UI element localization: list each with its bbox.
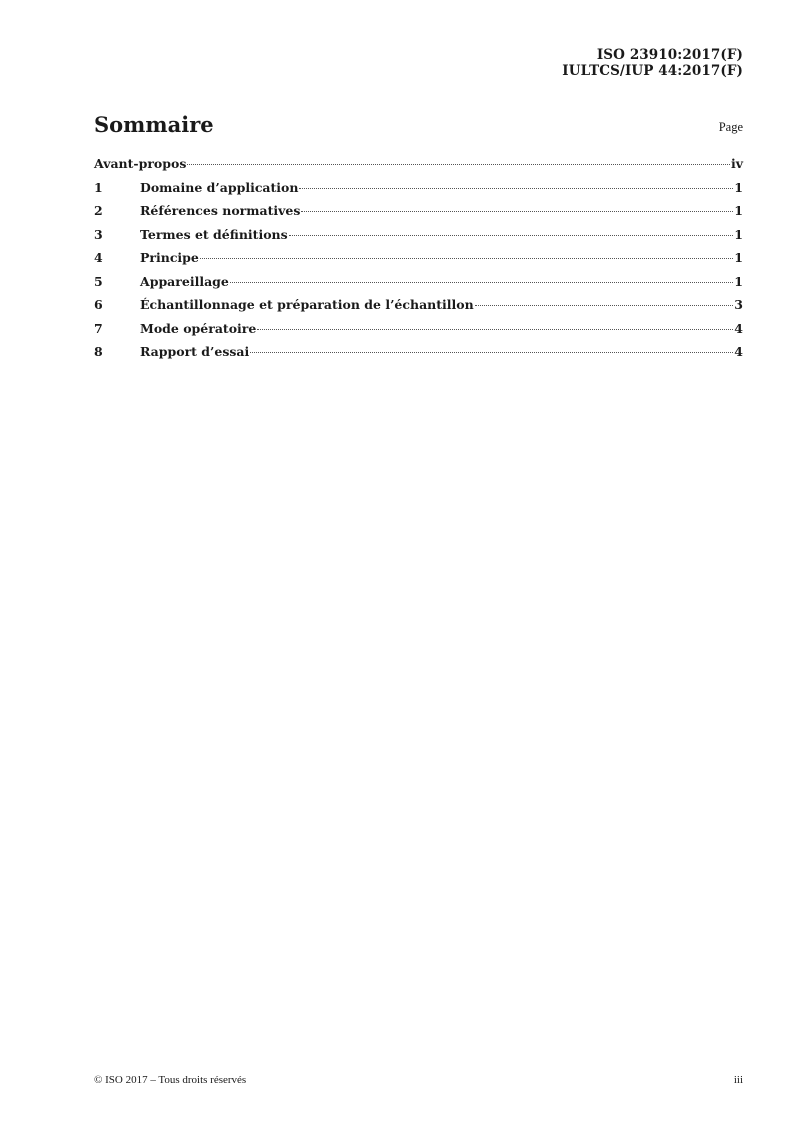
toc-entry-page: iv [730, 156, 743, 171]
table-of-contents [94, 156, 743, 368]
toc-dot-leader [230, 282, 733, 283]
standard-number-alt: IULTCS/IUP 44:2017(F) [562, 63, 743, 79]
title-row [94, 112, 743, 140]
toc-entry[interactable] [94, 180, 743, 204]
toc-entry-number: 8 [94, 344, 103, 359]
toc-entry[interactable] [94, 250, 743, 274]
toc-dot-leader [257, 329, 733, 330]
toc-entry[interactable] [94, 203, 743, 227]
toc-dot-leader [187, 164, 730, 165]
toc-entry-page: 1 [734, 203, 743, 218]
toc-dot-leader [250, 352, 733, 353]
toc-entry-number: 6 [94, 297, 103, 312]
toc-entry-title[interactable]: Mode opératoire [140, 320, 257, 336]
toc-entry-number: 2 [94, 203, 103, 218]
toc-entry-page: 4 [734, 320, 743, 336]
toc-entry[interactable] [94, 321, 743, 345]
toc-entry-page: 1 [734, 273, 743, 289]
toc-entry-number: 7 [94, 320, 103, 336]
toc-entry[interactable] [94, 274, 743, 298]
toc-entry[interactable] [94, 344, 743, 368]
footer-page-number: iii [733, 1074, 743, 1086]
toc-entry-page: 3 [734, 297, 743, 312]
toc-dot-leader [289, 235, 734, 236]
toc-entry-title[interactable]: Domaine d’application [140, 179, 299, 195]
toc-entry-page: 4 [734, 344, 743, 359]
toc-entry-title[interactable]: Références normatives [140, 203, 301, 218]
toc-entry-title[interactable]: Rapport d’essai [140, 344, 250, 359]
toc-entry-title[interactable]: Avant-propos [94, 156, 187, 171]
toc-entry-page: 1 [734, 250, 743, 265]
toc-dot-leader [475, 305, 734, 306]
toc-entry[interactable] [94, 227, 743, 251]
toc-entry-title[interactable]: Principe [140, 250, 199, 265]
page-title: Sommaire [94, 112, 214, 137]
toc-entry-number: 1 [94, 179, 103, 195]
toc-dot-leader [299, 188, 733, 189]
toc-entry-number: 3 [94, 226, 103, 242]
toc-entry[interactable] [94, 297, 743, 321]
toc-entry-number: 4 [94, 250, 103, 265]
toc-entry-title[interactable]: Échantillonnage et préparation de l’échantillon [140, 297, 474, 312]
toc-entry-page: 1 [734, 226, 743, 242]
toc-dot-leader [200, 258, 733, 259]
standard-number: ISO 23910:2017(F) [596, 47, 743, 63]
toc-entry-page: 1 [734, 179, 743, 195]
page-column-label: Page [718, 120, 743, 134]
toc-entry-title[interactable]: Termes et définitions [140, 226, 288, 242]
toc-entry[interactable] [94, 156, 743, 180]
toc-entry-title[interactable]: Appareillage [140, 273, 229, 289]
toc-entry-number: 5 [94, 273, 103, 289]
document-header [562, 47, 743, 79]
footer-copyright: © ISO 2017 – Tous droits réservés [94, 1074, 247, 1086]
toc-dot-leader [301, 211, 733, 212]
